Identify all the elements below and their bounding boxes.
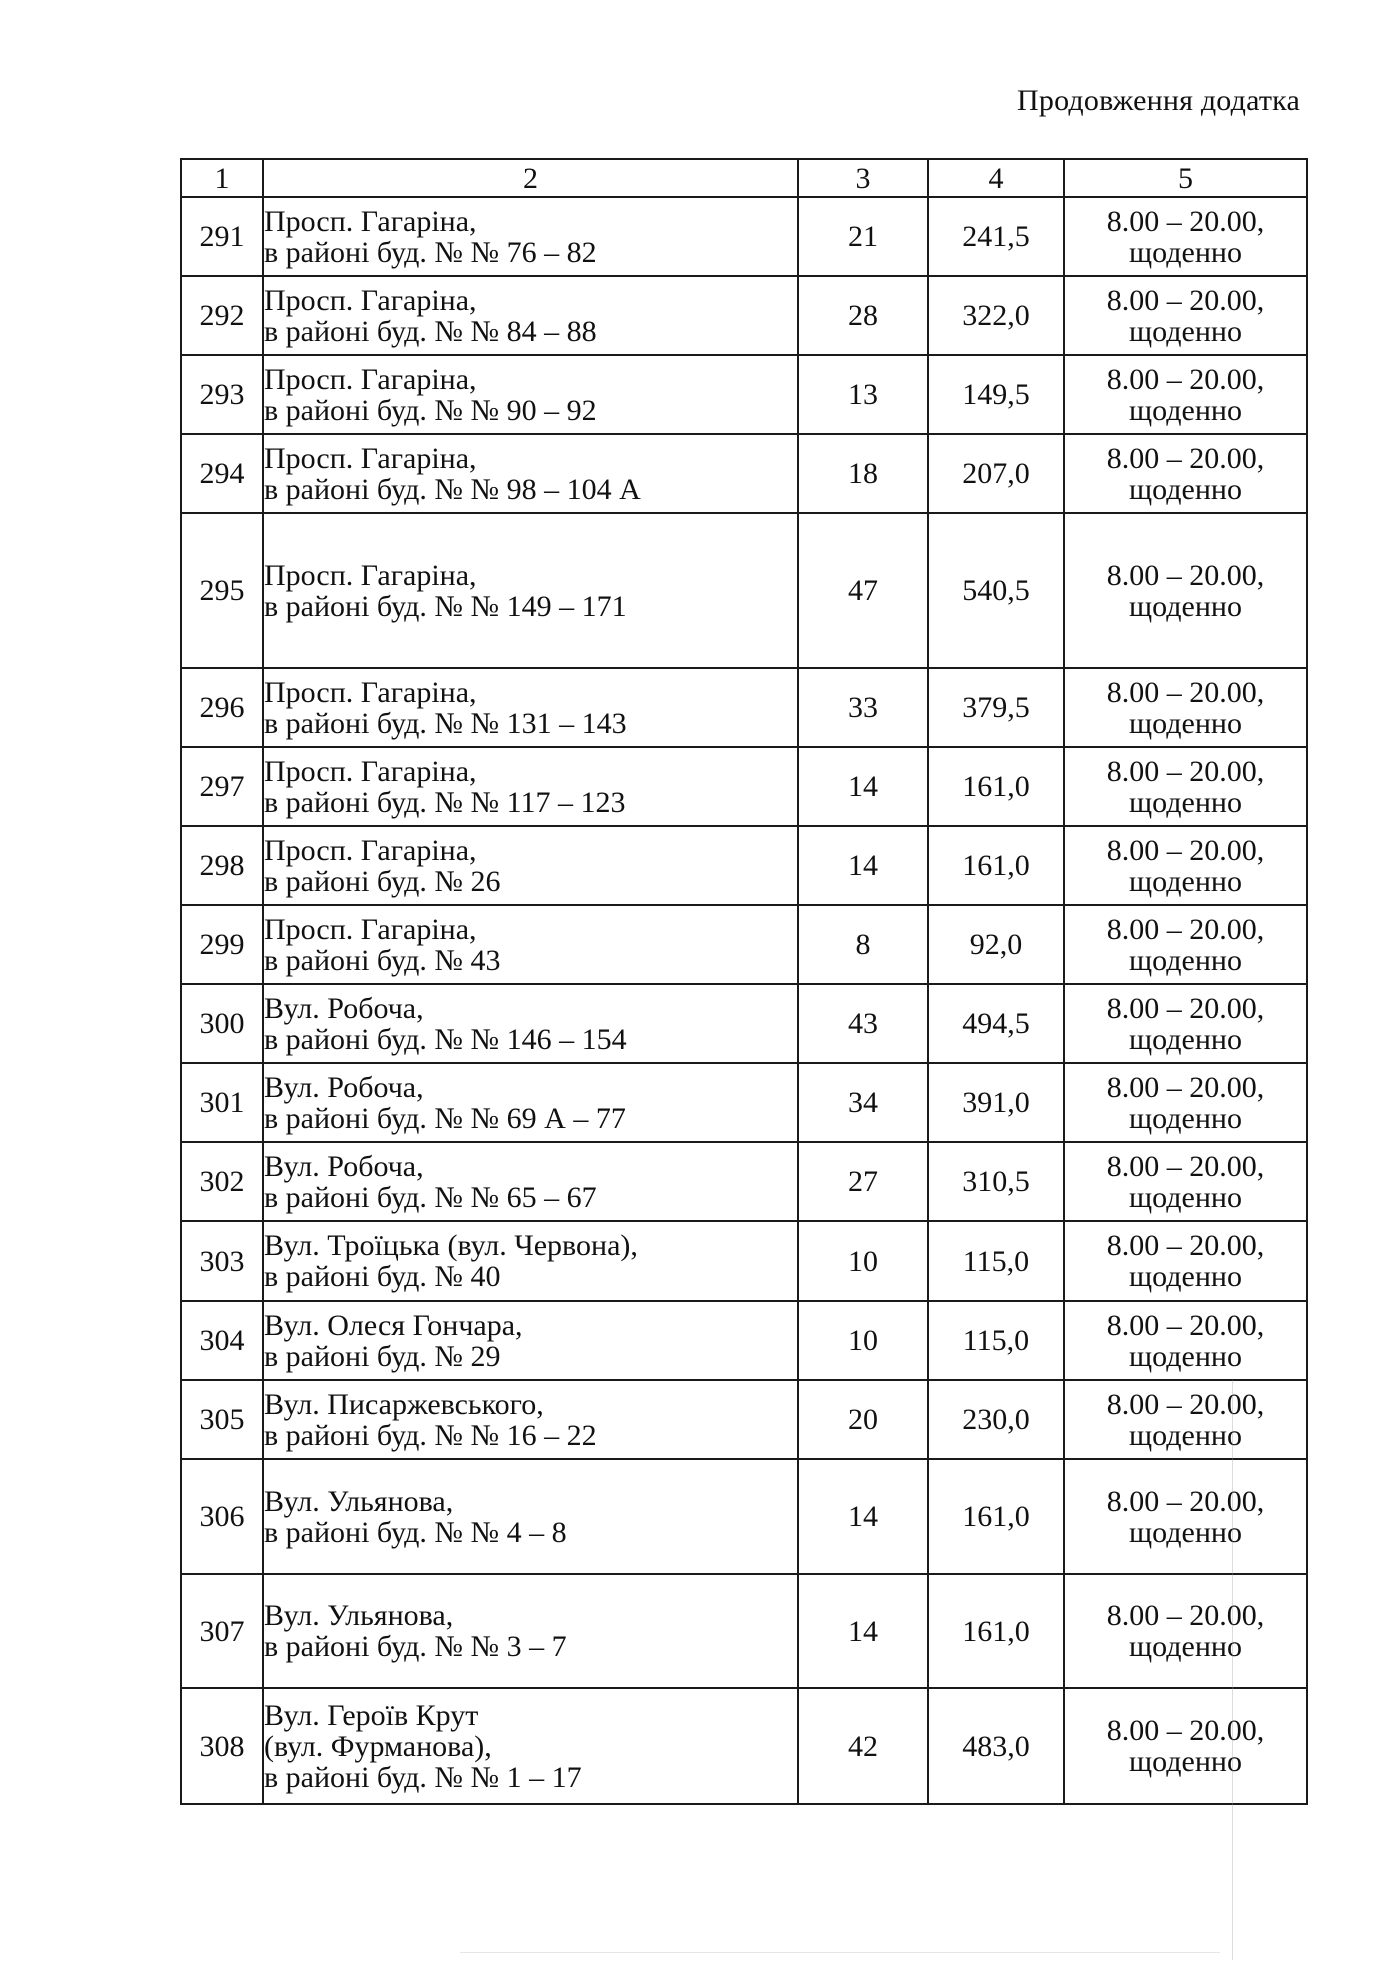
row-number: 294 — [181, 434, 263, 513]
table-row — [181, 1063, 1307, 1142]
area-cell: 379,5 — [928, 668, 1064, 747]
parking-spaces-cell: 18 — [798, 434, 928, 513]
address-line: в районі буд. № 40 — [264, 1260, 501, 1293]
address-line: в районі буд. № 29 — [264, 1339, 501, 1373]
schedule-line: 8.00 – 20.00, — [1106, 912, 1265, 946]
schedule-line: щоденно — [1129, 1630, 1242, 1663]
area-cell: 161,0 — [928, 826, 1064, 905]
row-number: 301 — [181, 1063, 263, 1142]
schedule-cell — [1064, 434, 1307, 513]
address-cell — [263, 668, 798, 747]
column-header-2: 2 — [263, 159, 798, 197]
row-number: 291 — [181, 197, 263, 276]
schedule-cell — [1064, 1221, 1307, 1301]
address-line: в районі буд. № № 117 – 123 — [264, 785, 626, 819]
address-cell — [263, 1063, 798, 1142]
area-cell: 207,0 — [928, 434, 1064, 513]
parking-spaces-cell: 10 — [798, 1221, 928, 1301]
address-cell — [263, 197, 798, 276]
address-line: в районі буд. № 43 — [264, 943, 501, 977]
area-cell: 483,0 — [928, 1688, 1064, 1804]
column-number-row — [181, 159, 1307, 197]
schedule-line: 8.00 – 20.00, — [1106, 1149, 1265, 1183]
schedule-line: 8.00 – 20.00, — [1106, 1308, 1265, 1342]
parking-spaces-cell: 43 — [798, 984, 928, 1063]
schedule-line: щоденно — [1129, 943, 1242, 977]
address-line: Просп. Гагаріна, — [264, 362, 477, 396]
schedule-cell — [1064, 1301, 1307, 1380]
parking-spaces-cell: 42 — [798, 1688, 928, 1804]
schedule-line: щоденно — [1129, 706, 1242, 740]
address-line: в районі буд. № № 84 – 88 — [264, 314, 597, 348]
schedule-cell — [1064, 197, 1307, 276]
row-number: 306 — [181, 1459, 263, 1574]
schedule-line: 8.00 – 20.00, — [1106, 1387, 1265, 1421]
schedule-line: 8.00 – 20.00, — [1106, 362, 1265, 396]
schedule-cell — [1064, 1574, 1307, 1688]
address-line: Просп. Гагаріна, — [264, 675, 477, 709]
table-row — [181, 826, 1307, 905]
address-cell — [263, 826, 798, 905]
schedule-cell — [1064, 826, 1307, 905]
address-line: Вул. Ульянова, — [264, 1599, 454, 1632]
address-cell — [263, 1301, 798, 1380]
register-body — [181, 197, 1307, 1804]
schedule-line: щоденно — [1129, 1418, 1242, 1452]
schedule-cell — [1064, 513, 1307, 668]
column-header-5: 5 — [1064, 159, 1307, 197]
scan-artifact-bottom-line — [460, 1952, 1220, 1953]
row-number: 295 — [181, 513, 263, 668]
schedule-line: щоденно — [1129, 1101, 1242, 1135]
row-number: 297 — [181, 747, 263, 826]
table-row — [181, 984, 1307, 1063]
row-number: 307 — [181, 1574, 263, 1688]
area-cell: 540,5 — [928, 513, 1064, 668]
table-row — [181, 668, 1307, 747]
table-row — [181, 1142, 1307, 1221]
schedule-cell — [1064, 276, 1307, 355]
address-line: в районі буд. № № 69 А – 77 — [264, 1101, 626, 1135]
schedule-line: щоденно — [1129, 589, 1242, 623]
schedule-cell — [1064, 905, 1307, 984]
schedule-cell — [1064, 1688, 1307, 1804]
schedule-cell — [1064, 747, 1307, 826]
address-line: Вул. Троїцька (вул. Червона), — [264, 1229, 638, 1262]
area-cell: 161,0 — [928, 1459, 1064, 1574]
address-line: в районі буд. № № 76 – 82 — [264, 235, 597, 269]
area-cell: 115,0 — [928, 1221, 1064, 1301]
schedule-line: 8.00 – 20.00, — [1106, 283, 1265, 317]
address-cell — [263, 1459, 798, 1574]
address-cell — [263, 905, 798, 984]
table-row — [181, 434, 1307, 513]
row-number: 293 — [181, 355, 263, 434]
schedule-line: щоденно — [1129, 314, 1242, 348]
address-line: в районі буд. № № 1 – 17 — [264, 1760, 582, 1794]
parking-spaces-cell: 47 — [798, 513, 928, 668]
parking-register-table — [180, 158, 1308, 1805]
address-line: Просп. Гагаріна, — [264, 558, 477, 592]
address-line: Просп. Гагаріна, — [264, 204, 477, 238]
schedule-line: 8.00 – 20.00, — [1106, 204, 1265, 238]
row-number: 304 — [181, 1301, 263, 1380]
address-cell — [263, 355, 798, 434]
address-line: Просп. Гагаріна, — [264, 283, 477, 317]
schedule-cell — [1064, 668, 1307, 747]
row-number: 299 — [181, 905, 263, 984]
table-row — [181, 1459, 1307, 1574]
parking-spaces-cell: 27 — [798, 1142, 928, 1221]
area-cell: 115,0 — [928, 1301, 1064, 1380]
address-line: Вул. Олеся Гончара, — [264, 1308, 523, 1342]
address-line: в районі буд. № № 90 – 92 — [264, 393, 597, 427]
address-line: Вул. Робоча, — [264, 991, 424, 1025]
schedule-line: 8.00 – 20.00, — [1106, 558, 1265, 592]
table-row — [181, 276, 1307, 355]
schedule-line: 8.00 – 20.00, — [1106, 1599, 1265, 1632]
address-line: в районі буд. № № 131 – 143 — [264, 706, 627, 740]
table-row — [181, 355, 1307, 434]
row-number: 303 — [181, 1221, 263, 1301]
address-line: Вул. Робоча, — [264, 1070, 424, 1104]
table-row — [181, 197, 1307, 276]
row-number: 292 — [181, 276, 263, 355]
area-cell: 322,0 — [928, 276, 1064, 355]
page-heading: Продовження додатка — [1017, 84, 1300, 117]
address-line: Просп. Гагаріна, — [264, 912, 477, 946]
schedule-line: 8.00 – 20.00, — [1106, 441, 1265, 475]
parking-spaces-cell: 28 — [798, 276, 928, 355]
row-number: 296 — [181, 668, 263, 747]
address-line: в районі буд. № № 98 – 104 А — [264, 472, 641, 506]
table-row — [181, 1688, 1307, 1804]
row-number: 308 — [181, 1688, 263, 1804]
schedule-line: щоденно — [1129, 472, 1242, 506]
parking-spaces-cell: 14 — [798, 1574, 928, 1688]
address-line: в районі буд. № № 3 – 7 — [264, 1630, 567, 1663]
parking-spaces-cell: 13 — [798, 355, 928, 434]
address-cell — [263, 1688, 798, 1804]
row-number: 300 — [181, 984, 263, 1063]
address-cell — [263, 513, 798, 668]
schedule-line: щоденно — [1129, 864, 1242, 898]
schedule-line: 8.00 – 20.00, — [1106, 833, 1265, 867]
table-row — [181, 905, 1307, 984]
column-header-1: 1 — [181, 159, 263, 197]
area-cell: 161,0 — [928, 1574, 1064, 1688]
schedule-line: щоденно — [1129, 785, 1242, 819]
area-cell: 241,5 — [928, 197, 1064, 276]
area-cell: 92,0 — [928, 905, 1064, 984]
address-cell — [263, 1142, 798, 1221]
schedule-line: 8.00 – 20.00, — [1106, 675, 1265, 709]
address-line: в районі буд. № № 4 – 8 — [264, 1515, 567, 1549]
parking-spaces-cell: 21 — [798, 197, 928, 276]
table-row — [181, 1301, 1307, 1380]
address-cell — [263, 1221, 798, 1301]
schedule-cell — [1064, 355, 1307, 434]
parking-spaces-cell: 10 — [798, 1301, 928, 1380]
scan-artifact-vertical-line — [1232, 1380, 1233, 1960]
parking-spaces-cell: 14 — [798, 747, 928, 826]
row-number: 298 — [181, 826, 263, 905]
schedule-line: щоденно — [1129, 1339, 1242, 1373]
parking-spaces-cell: 14 — [798, 826, 928, 905]
schedule-cell — [1064, 1380, 1307, 1459]
area-cell: 161,0 — [928, 747, 1064, 826]
schedule-line: 8.00 – 20.00, — [1106, 1070, 1265, 1104]
table-row — [181, 747, 1307, 826]
address-cell — [263, 434, 798, 513]
address-line: Вул. Писаржевського, — [264, 1387, 544, 1421]
table-row — [181, 513, 1307, 668]
area-cell: 230,0 — [928, 1380, 1064, 1459]
schedule-line: 8.00 – 20.00, — [1106, 991, 1265, 1025]
address-line: Вул. Робоча, — [264, 1149, 424, 1183]
column-header-4: 4 — [928, 159, 1064, 197]
address-cell — [263, 747, 798, 826]
parking-spaces-cell: 8 — [798, 905, 928, 984]
schedule-line: 8.00 – 20.00, — [1106, 754, 1265, 788]
schedule-line: щоденно — [1129, 1260, 1242, 1293]
address-line: в районі буд. № 26 — [264, 864, 501, 898]
address-line: в районі буд. № № 146 – 154 — [264, 1022, 627, 1056]
table-row — [181, 1380, 1307, 1459]
address-line: (вул. Фурманова), — [264, 1729, 492, 1763]
address-line: в районі буд. № № 16 – 22 — [264, 1418, 597, 1452]
area-cell: 391,0 — [928, 1063, 1064, 1142]
schedule-line: 8.00 – 20.00, — [1106, 1484, 1265, 1518]
column-header-3: 3 — [798, 159, 928, 197]
table-row — [181, 1574, 1307, 1688]
schedule-line: щоденно — [1129, 1745, 1242, 1778]
address-line: Просп. Гагаріна, — [264, 441, 477, 475]
parking-spaces-cell: 20 — [798, 1380, 928, 1459]
address-line: Просп. Гагаріна, — [264, 754, 477, 788]
schedule-line: щоденно — [1129, 393, 1242, 427]
area-cell: 494,5 — [928, 984, 1064, 1063]
schedule-line: щоденно — [1129, 1180, 1242, 1214]
address-cell — [263, 1574, 798, 1688]
address-cell — [263, 984, 798, 1063]
area-cell: 149,5 — [928, 355, 1064, 434]
address-cell — [263, 276, 798, 355]
address-line: Вул. Героїв Крут — [264, 1698, 479, 1732]
address-line: в районі буд. № № 65 – 67 — [264, 1180, 597, 1214]
schedule-cell — [1064, 1459, 1307, 1574]
address-cell — [263, 1380, 798, 1459]
schedule-line: щоденно — [1129, 235, 1242, 269]
parking-spaces-cell: 33 — [798, 668, 928, 747]
schedule-line: щоденно — [1129, 1515, 1242, 1549]
table-row — [181, 1221, 1307, 1301]
schedule-line: щоденно — [1129, 1022, 1242, 1056]
parking-spaces-cell: 14 — [798, 1459, 928, 1574]
parking-spaces-cell: 34 — [798, 1063, 928, 1142]
schedule-cell — [1064, 1063, 1307, 1142]
schedule-line: 8.00 – 20.00, — [1106, 1714, 1265, 1747]
schedule-cell — [1064, 984, 1307, 1063]
row-number: 302 — [181, 1142, 263, 1221]
schedule-line: 8.00 – 20.00, — [1106, 1229, 1265, 1262]
address-line: в районі буд. № № 149 – 171 — [264, 589, 627, 623]
row-number: 305 — [181, 1380, 263, 1459]
address-line: Просп. Гагаріна, — [264, 833, 477, 867]
schedule-cell — [1064, 1142, 1307, 1221]
address-line: Вул. Ульянова, — [264, 1484, 454, 1518]
area-cell: 310,5 — [928, 1142, 1064, 1221]
